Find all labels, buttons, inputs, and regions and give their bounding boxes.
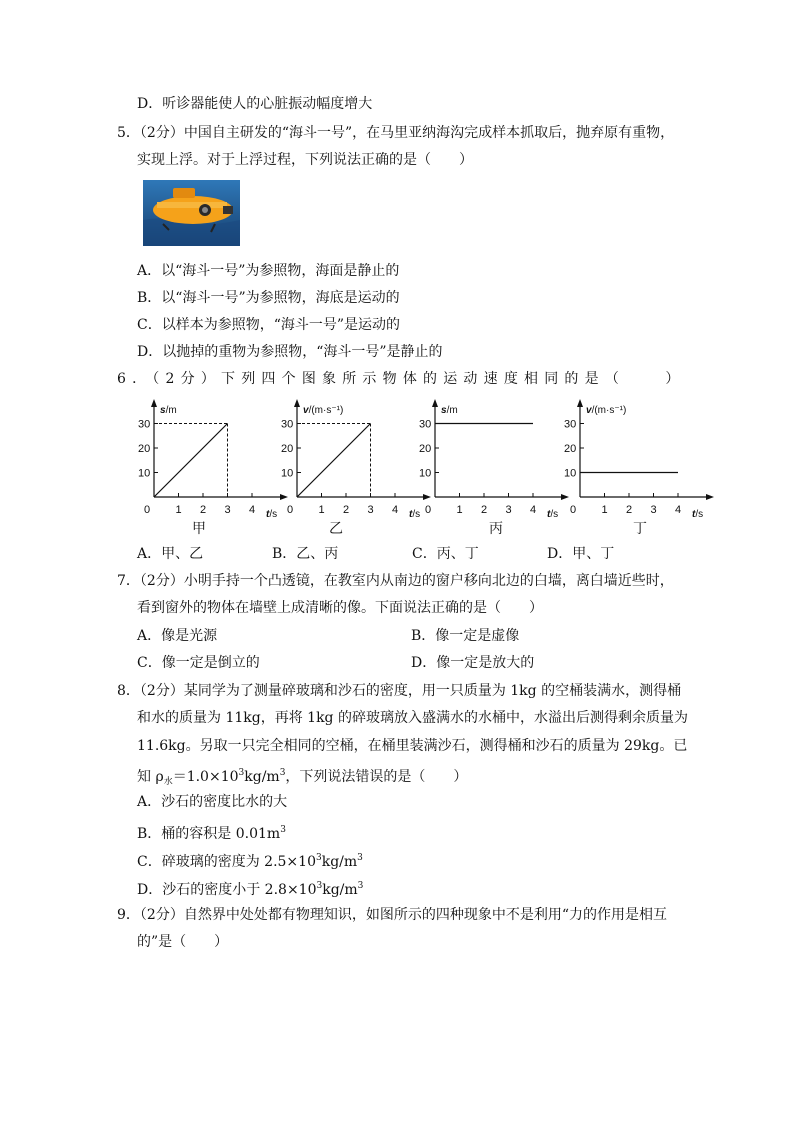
x-tick-label: 1 (175, 504, 182, 516)
x-tick-label: 4 (249, 504, 256, 516)
y-tick-label: 20 (281, 443, 294, 455)
q6-option-d: D．甲、丁 (547, 546, 615, 562)
y-axis-arrow (432, 399, 438, 407)
x-tick-label: 1 (456, 504, 463, 516)
x-tick-label: 3 (224, 504, 231, 516)
x-tick-label: 4 (392, 504, 399, 516)
graph-caption-ding: 丁 (633, 521, 647, 537)
q4-option-d: D．听诊器能使人的心脏振动幅度增大 (137, 96, 373, 112)
data-line (154, 424, 228, 498)
q9-stem-line2: 的”是（ ） (137, 934, 229, 950)
q5-option-d: D．以抛掉的重物为参照物，“海斗一号”是静止的 (137, 344, 443, 360)
x-axis-arrow (706, 494, 714, 500)
q6-graphs (130, 395, 720, 540)
q5-option-a: A．以“海斗一号”为参照物，海面是静止的 (137, 263, 400, 279)
x-tick-label: 0 (570, 504, 577, 516)
q7-stem-line2: 看到窗外的物体在墙壁上成清晰的像。下面说法正确的是（ ） (137, 600, 543, 616)
x-tick-label: 1 (601, 504, 608, 516)
q6-option-c: C．丙、丁 (412, 546, 479, 562)
q7-option-a: A．像是光源 (137, 628, 218, 644)
x-axis-arrow (280, 494, 288, 500)
q8-option-d: D．沙石的密度小于 $2.8\times 10^3kg/m^3$ (137, 881, 364, 898)
y-axis-label: v/(m·s⁻¹) (303, 405, 344, 416)
graph-caption-bing: 丙 (489, 521, 503, 537)
q8-stem-line2: 和水的质量为 11kg，再将 1kg 的碎玻璃放入盛满水的水桶中，水溢出后测得剩余质量为 (137, 710, 688, 726)
q7-option-c: C．像一定是倒立的 (137, 655, 260, 671)
x-axis-arrow (423, 494, 431, 500)
y-tick-label: 10 (138, 467, 151, 480)
y-tick-label: 20 (138, 443, 151, 455)
x-axis-label: t/s (692, 509, 704, 520)
y-axis-label: v/(m·s⁻¹) (586, 405, 627, 416)
x-axis-label: t/s (547, 509, 559, 520)
q7-option-d: D．像一定是放大的 (411, 655, 535, 671)
x-tick-label: 2 (481, 504, 488, 516)
y-axis-label: s/m (160, 405, 177, 416)
graph-caption-jia: 甲 (192, 521, 206, 537)
y-tick-label: 30 (138, 418, 151, 431)
q5-option-b: B．以“海斗一号”为参照物，海底是运动的 (137, 290, 400, 306)
y-axis-arrow (577, 399, 583, 407)
q8-option-b: B．桶的容积是 $0.01m^3$ (137, 825, 286, 842)
y-tick-label: 10 (564, 467, 577, 480)
data-line (297, 424, 371, 498)
x-tick-label: 3 (367, 504, 374, 516)
q7-option-b: B．像一定是虚像 (411, 628, 520, 644)
x-tick-label: 4 (675, 504, 682, 516)
q7-stem-line1: 7．（2分）小明手持一个凸透镜，在教室内从南边的窗户移向北边的白墙，离白墙近些时， (117, 573, 674, 589)
y-tick-label: 10 (281, 467, 294, 480)
q9-stem-line1: 9．（2分）自然界中处处都有物理知识，如图所示的四种现象中不是利用“力的作用是相互 (117, 907, 667, 923)
x-axis-label: t/s (409, 509, 421, 520)
x-tick-label: 0 (287, 504, 294, 516)
y-tick-label: 10 (419, 467, 432, 480)
y-tick-label: 30 (419, 418, 432, 431)
x-axis-label: t/s (266, 509, 278, 520)
q8-option-c: C．碎玻璃的密度为 $2.5\times 10^3kg/m^3$ (137, 853, 363, 870)
q8-option-a: A．沙石的密度比水的大 (137, 794, 288, 810)
x-tick-label: 4 (530, 504, 537, 516)
q6-option-a: A．甲、乙 (137, 546, 204, 562)
y-tick-label: 30 (281, 418, 294, 431)
y-tick-label: 20 (419, 443, 432, 455)
y-axis-arrow (151, 399, 157, 407)
q8-stem-line3: 11.6kg。另取一只完全相同的空桶，在桶里装满沙石，测得桶和沙石的质量为 29kg。已 (137, 738, 688, 754)
x-tick-label: 0 (144, 504, 151, 516)
y-axis-arrow (294, 399, 300, 407)
x-tick-label: 3 (650, 504, 657, 516)
submarine-photo (143, 180, 240, 246)
q8-stem-line1: 8．（2分）某同学为了测量碎玻璃和沙石的密度，用一只质量为 1kg 的空桶装满水，测得桶 (117, 683, 682, 699)
q8-stem-line4: 知 $\rho_水=1.0\times 10^3kg/m^3$，下列说法错误的是（ ） (137, 768, 468, 787)
x-tick-label: 2 (343, 504, 350, 516)
graph-caption-yi: 乙 (329, 521, 343, 537)
y-tick-label: 20 (564, 443, 577, 455)
q5-stem-line2: 实现上浮。对于上浮过程，下列说法正确的是（ ） (137, 152, 473, 168)
x-tick-label: 0 (425, 504, 432, 516)
q6-stem: 6．（2分）下列四个图象所示物体的运动速度相同的是（ ） (117, 371, 686, 387)
x-tick-label: 2 (200, 504, 207, 516)
q6-option-b: B．乙、丙 (272, 546, 339, 562)
x-axis-arrow (561, 494, 569, 500)
y-tick-label: 30 (564, 418, 577, 431)
q5-option-c: C．以样本为参照物，“海斗一号”是运动的 (137, 317, 401, 333)
y-axis-label: s/m (441, 405, 458, 416)
x-tick-label: 1 (318, 504, 325, 516)
x-tick-label: 3 (505, 504, 512, 516)
x-tick-label: 2 (626, 504, 633, 516)
q5-stem-line1: 5．（2分）中国自主研发的“海斗一号”，在马里亚纳海沟完成样本抓取后，抛弃原有重物， (117, 125, 675, 141)
